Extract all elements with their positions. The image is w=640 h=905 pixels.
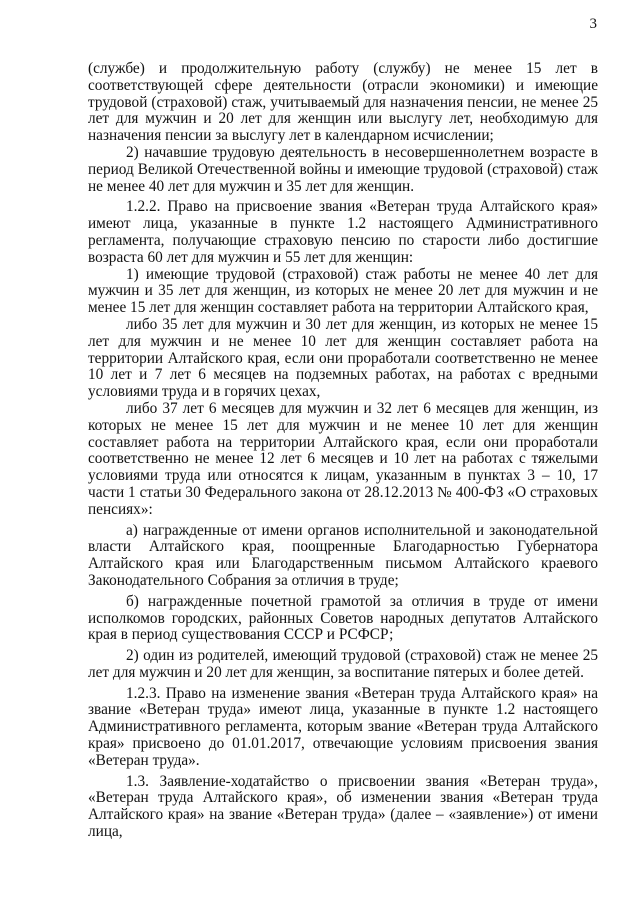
- paragraph-1-3: 1.3. Заявление-ходатайство о присвоении звания «Ветеран труда», «Ветеран труда Алтайского края», об изменении звания «Ветеран труда Алтайского края» на звание «Ветеран труда» (далее – «заявление») от имени лица,: [88, 772, 598, 841]
- page-number: 3: [589, 16, 597, 32]
- paragraph-subitem-a: а) награжденные от имени органов исполнительной и законодательной власти Алтайского края, поощренные Благодарностью Губернатора Алтайского края или Благодарственным письмом Алтайского краевого Законодательного Собрания за отличия в труде;: [88, 521, 598, 589]
- paragraph-1-2-2-item-2: 2) один из родителей, имеющий трудовой (страховой) стаж не менее 25 лет для мужчин и 20 лет для женщин, за воспитание пятерых и более детей.: [88, 647, 598, 681]
- paragraph-1-2-2-alt-37: либо 37 лет 6 месяцев для мужчин и 32 лет 6 месяцев для женщин, из которых не менее 15 лет для мужчин и не менее 10 лет для женщин составляет работа на территории Алтайского края, если они проработали соответственно не менее 12 лет 6 месяцев и 10 лет на работах с тяжелыми условиями труда или относятся к лицам, указанным в пунктах 3 – 10, 17 части 1 статьи 30 Федерального закона от 28.12.2013 № 400-ФЗ «О страховых пенсиях»:: [88, 399, 598, 518]
- paragraph-continuation: (службе) и продолжительную работу (службу) не менее 15 лет в соответствующей сфере деятельности (отрасли экономики) и имеющие трудовой (страховой) стаж, учитываемый для назначения пенсии, не менее 25 лет для мужчин и 20 лет для женщин или выслугу лет, необходимую для назначения пенсии за выслугу лет в календарном исчислении;: [88, 60, 598, 145]
- paragraph-item-2: 2) начавшие трудовую деятельность в несовершеннолетнем возрасте в период Великой Отечественной войны и имеющие трудовой (страховой) стаж не менее 40 лет для мужчин и 35 лет для женщин.: [88, 143, 598, 195]
- paragraph-1-2-2-alt-35: либо 35 лет для мужчин и 30 лет для женщин, из которых не менее 15 лет для мужчин и не менее 10 лет для женщин составляет работа на территории Алтайского края, если они проработали соответственно не менее 10 лет и 7 лет 6 месяцев на подземных работах, на работах с вредными условиями труда и в горячих цехах,: [88, 315, 598, 401]
- paragraph-1-2-3: 1.2.3. Право на изменение звания «Ветеран труда Алтайского края» на звание «Ветеран труда» имеют лица, указанные в пункте 1.2 настоящего Административного регламента, которым звание «Ветеран труда Алтайского края» присвоено до 01.01.2017, отвечающие условиям присвоения звания «Ветеран труда».: [88, 684, 598, 769]
- paragraph-1-2-2: 1.2.2. Право на присвоение звания «Ветеран труда Алтайского края» имеют лица, указанные в пункте 1.2 настоящего Административного регламента, получающие страховую пенсию по старости либо достигшие возраста 60 лет для мужчин и 55 лет для женщин:: [88, 198, 598, 266]
- paragraph-1-2-2-item-1: 1) имеющие трудовой (страховой) стаж работы не менее 40 лет для мужчин и 35 лет для женщин, из которых не менее 20 лет для мужчин и не менее 15 лет для женщин составляет работа на территории Алтайского края,: [88, 265, 598, 317]
- paragraph-subitem-b: б) награжденные почетной грамотой за отличия в труде от имени исполкомов городских, районных Советов народных депутатов Алтайского края в период существования СССР и РСФСР;: [88, 592, 598, 644]
- document-body: [88, 61, 598, 841]
